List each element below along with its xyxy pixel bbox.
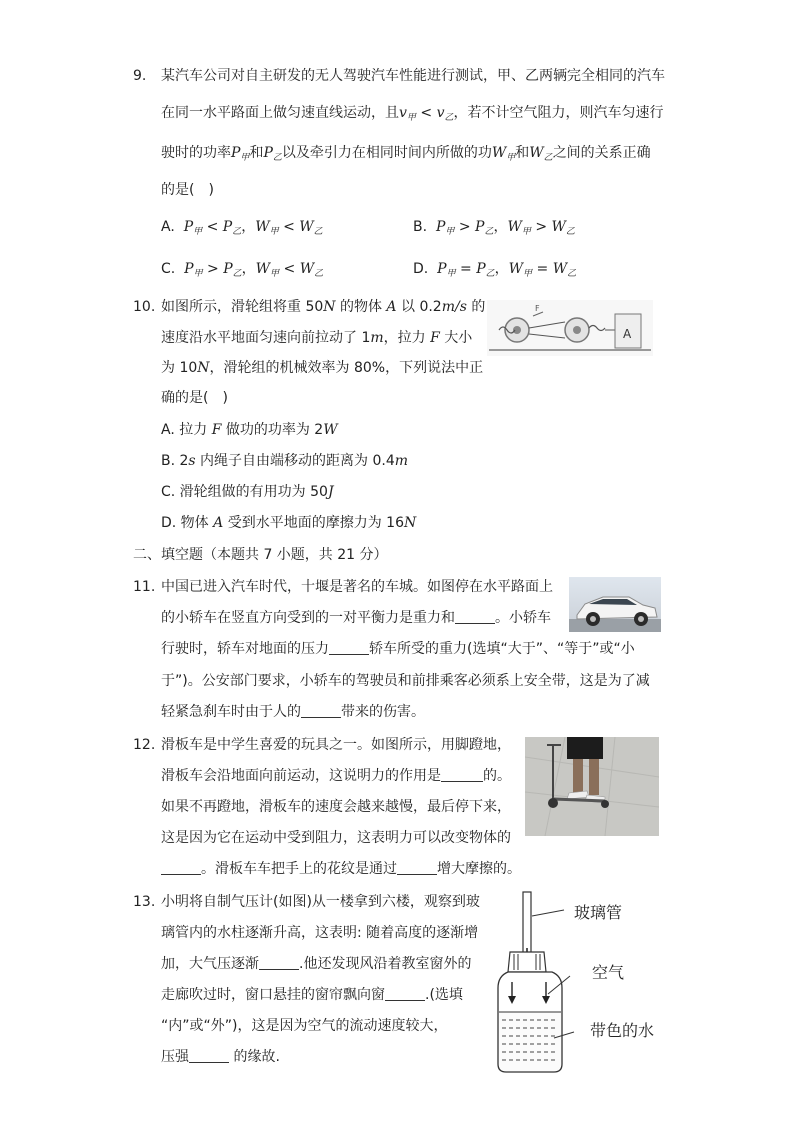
question-text-line: 。滑板车车把手上的花纹是通过 增大摩擦的。 bbox=[161, 859, 521, 879]
pulley-figure bbox=[487, 300, 653, 356]
option-b[interactable]: B. 2s 内绳子自由端移动的距离为 0.4m bbox=[161, 453, 409, 469]
question-number: 11. bbox=[133, 579, 156, 595]
question-text-line: 的小轿车在竖直方向受到的一对平衡力是重力和 。小轿车 bbox=[161, 610, 551, 626]
question-text-line: 中国已进入汽车时代，十堰是著名的车城。如图停在水平路面上 bbox=[161, 579, 553, 595]
question-text-line: 加，大气压逐渐 .他还发现风沿着教室窗外的 bbox=[161, 956, 472, 972]
option-d[interactable]: D. $P_甲 = P_乙$，$W_甲 = W_乙$ bbox=[413, 261, 577, 279]
answer-blank[interactable] bbox=[259, 955, 299, 970]
option-c[interactable]: C. 滑轮组做的有用功为 50J bbox=[161, 484, 334, 500]
question-text-line: 这是因为它在运动中受到阻力，这表明力可以改变物体的 bbox=[161, 830, 511, 846]
answer-blank[interactable] bbox=[455, 609, 495, 624]
question-text-line: 速度沿水平地面匀速向前拉动了 1m，拉力 F 大小 bbox=[161, 330, 473, 346]
label-glass-tube: 玻璃管 bbox=[574, 903, 623, 922]
question-text-line: 如图所示，滑轮组将重 50N 的物体 A 以 0.2m/s 的 bbox=[161, 299, 486, 315]
question-text-line: 滑板车是中学生喜爱的玩具之一。如图所示，用脚蹬地， bbox=[161, 737, 511, 753]
answer-blank[interactable] bbox=[301, 703, 341, 718]
question-text-line: 确的是( ) bbox=[161, 390, 228, 406]
option-a[interactable]: A. $P_甲 < P_乙$，$W_甲 < W_乙$ bbox=[161, 219, 323, 237]
question-text-line: 的是( ) bbox=[161, 182, 214, 198]
force-label: F bbox=[535, 304, 540, 313]
car-photo bbox=[569, 577, 661, 632]
option-a[interactable]: A. 拉力 F 做功的功率为 2W bbox=[161, 422, 338, 438]
question-text-line: 如果不再蹬地，滑板车的速度会越来越慢，最后停下来， bbox=[161, 799, 511, 815]
question-text-line: 在同一水平路面上做匀速直线运动，且$v_甲 < v_乙$，若不计空气阻力，则汽车匀速行 bbox=[161, 105, 664, 123]
question-number: 13. bbox=[133, 894, 156, 910]
question-text-line: 行驶时，轿车对地面的压力 轿车所受的重力(选填“大于”、“等于”或“小 bbox=[161, 641, 635, 657]
question-text-line: “内”或“外”)，这是因为空气的流动速度较大， bbox=[161, 1018, 448, 1034]
option-d[interactable]: D. 物体 A 受到水平地面的摩擦力为 16N bbox=[161, 515, 417, 531]
question-text-line: 小明将自制气压计(如图)从一楼拿到六楼，观察到玻 bbox=[161, 894, 480, 910]
option-b[interactable]: B. $P_甲 > P_乙$，$W_甲 > W_乙$ bbox=[413, 219, 575, 237]
label-air: 空气 bbox=[592, 963, 625, 982]
object-a-label: A bbox=[623, 327, 632, 341]
question-text-line: 滑板车会沿地面向前运动，这说明力的作用是 的。 bbox=[161, 768, 511, 784]
question-text-line: 为 10N，滑轮组的机械效率为 80%，下列说法中正 bbox=[161, 360, 484, 376]
question-text-line: 压强 的缘故. bbox=[161, 1049, 280, 1065]
question-text-line: 于”)。公安部门要求，小轿车的驾驶员和前排乘客必须系上安全带，这是为了减 bbox=[161, 673, 650, 689]
question-text-line: 璃管内的水柱逐渐升高，这表明: 随着高度的逐渐增 bbox=[161, 925, 479, 941]
answer-blank[interactable] bbox=[397, 860, 437, 875]
answer-blank[interactable] bbox=[441, 767, 483, 782]
option-c[interactable]: C. $P_甲 > P_乙$，$W_甲 < W_乙$ bbox=[161, 261, 324, 279]
question-text-line: 走廊吹过时，窗口悬挂的窗帘飘向窗 .(选填 bbox=[161, 987, 463, 1003]
question-text-line: 轻紧急刹车时由于人的 带来的伤害。 bbox=[161, 704, 425, 720]
answer-blank[interactable] bbox=[329, 640, 369, 655]
answer-blank[interactable] bbox=[161, 860, 201, 875]
question-number: 9. bbox=[133, 68, 147, 84]
question-number: 10. bbox=[133, 299, 156, 315]
question-text-line: 驶时的功率$P_甲$和$P_乙$以及牵引力在相同时间内所做的功$W_甲$和$W_乙$之间的关系正确 bbox=[161, 145, 651, 163]
scooter-photo bbox=[525, 737, 659, 836]
section-title: 二、填空题（本题共 7 小题，共 21 分） bbox=[133, 547, 388, 563]
question-number: 12. bbox=[133, 737, 156, 753]
answer-blank[interactable] bbox=[189, 1048, 229, 1063]
question-text-line: 某汽车公司对自主研发的无人驾驶汽车性能进行测试，甲、乙两辆完全相同的汽车 bbox=[161, 68, 665, 84]
label-colored-water: 带色的水 bbox=[590, 1021, 655, 1040]
answer-blank[interactable] bbox=[385, 986, 425, 1001]
